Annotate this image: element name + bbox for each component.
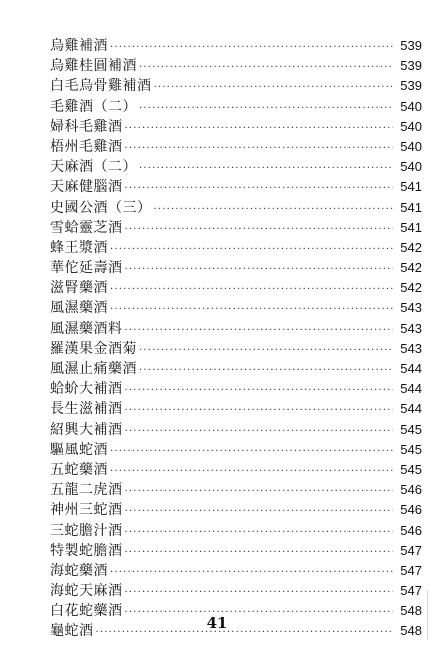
toc-entry-title: 烏雞補酒 [50, 38, 108, 54]
toc-entry[interactable] [50, 198, 422, 218]
toc-entry-title: 風濕止痛藥酒 [50, 361, 137, 377]
dot-leader [125, 502, 394, 522]
toc-entry-title: 雪蛤靈芝酒 [50, 219, 123, 236]
toc-entry-page: 540 [400, 98, 422, 114]
toc-entry-title: 史國公酒（三） [50, 199, 152, 216]
toc-entry-page: 540 [400, 118, 422, 134]
toc-entry-title: 蛤蚧大補酒 [50, 381, 123, 398]
dot-leader [139, 341, 393, 361]
toc-entry-title: 羅漢果金酒菊 [50, 340, 137, 357]
toc-entry[interactable] [50, 399, 422, 419]
toc-entry-page: 542 [400, 260, 422, 276]
toc-entry-title: 長生滋補酒 [50, 401, 123, 418]
toc-entry[interactable] [50, 379, 422, 399]
toc-entry[interactable] [50, 339, 422, 359]
toc-entry[interactable] [50, 137, 422, 157]
toc-entry[interactable] [50, 581, 422, 601]
toc-entry-title: 毛雞酒（二） [50, 98, 137, 115]
toc-entry[interactable] [50, 56, 422, 76]
toc-entry-title: 風濕藥酒 [50, 300, 108, 317]
toc-entry-page: 545 [400, 421, 422, 437]
dot-leader [125, 543, 394, 563]
toc-entry-page: 541 [400, 219, 422, 235]
toc-entry-title: 驅風蛇酒 [50, 441, 108, 458]
toc-entry-title: 滋腎藥酒 [50, 280, 108, 297]
dot-leader [139, 99, 393, 119]
toc-entry-page: 547 [400, 583, 422, 599]
toc-entry-page: 544 [400, 381, 422, 397]
toc-entry-title: 烏雞桂圓補酒 [50, 58, 137, 75]
toc-entry[interactable] [50, 319, 422, 339]
toc-entry-page: 540 [400, 138, 422, 154]
toc-entry-page: 543 [400, 340, 422, 356]
toc-entry-page: 546 [400, 482, 422, 498]
toc-entry-page: 542 [400, 239, 422, 255]
toc-entry[interactable] [50, 521, 422, 541]
toc-entry[interactable] [50, 460, 422, 480]
toc-entry[interactable] [50, 117, 422, 137]
toc-entry-page: 548 [400, 623, 422, 639]
toc-entry[interactable] [50, 359, 422, 379]
dot-leader [125, 321, 394, 341]
toc-entry-page: 541 [400, 199, 422, 215]
toc-entry-title: 白毛烏骨雞補酒 [50, 78, 152, 95]
toc-entry-title: 婦科毛雞酒 [50, 118, 123, 135]
table-of-contents [50, 36, 422, 642]
toc-entry-title: 五蛇藥酒 [50, 461, 108, 478]
toc-entry-page: 540 [400, 159, 422, 175]
page-number: 41 [206, 614, 228, 632]
dot-leader [110, 240, 393, 260]
dot-leader [125, 523, 394, 543]
toc-entry-title: 五龍二虎酒 [50, 482, 123, 499]
toc-entry[interactable] [50, 440, 422, 460]
toc-entry[interactable] [50, 218, 422, 238]
toc-entry-page: 547 [400, 542, 422, 558]
toc-entry-page: 546 [400, 502, 422, 518]
dot-leader [110, 563, 393, 583]
toc-entry-page: 544 [400, 361, 422, 376]
dot-leader [125, 401, 394, 421]
dot-leader [125, 260, 394, 280]
toc-entry-title: 華佗延壽酒 [50, 260, 123, 277]
toc-entry[interactable] [50, 238, 422, 258]
toc-entry-page: 542 [400, 280, 422, 296]
toc-entry-page: 539 [400, 38, 422, 53]
toc-entry[interactable] [50, 36, 422, 56]
dot-leader [125, 422, 394, 442]
toc-entry-title: 神州三蛇酒 [50, 502, 123, 519]
dot-leader [110, 280, 393, 300]
dot-leader [125, 381, 394, 401]
dot-leader [125, 179, 394, 199]
dot-leader [139, 159, 393, 179]
toc-entry-title: 梧州毛雞酒 [50, 138, 123, 155]
dot-leader [154, 78, 394, 98]
toc-entry-title: 風濕藥酒料 [50, 320, 123, 337]
dot-leader [125, 583, 394, 603]
toc-entry-title: 蜂王漿酒 [50, 239, 108, 256]
toc-entry[interactable] [50, 177, 422, 197]
toc-entry[interactable] [50, 278, 422, 298]
toc-entry-title: 海蛇天麻酒 [50, 583, 123, 600]
toc-entry[interactable] [50, 500, 422, 520]
toc-entry[interactable] [50, 480, 422, 500]
dot-leader [139, 361, 393, 381]
toc-entry-title: 龜蛇酒 [50, 623, 94, 640]
toc-entry-page: 543 [400, 320, 422, 336]
dot-leader [125, 119, 394, 139]
toc-entry-page: 541 [400, 179, 422, 195]
toc-entry-title: 海蛇藥酒 [50, 562, 108, 579]
toc-entry-title: 三蛇膽汁酒 [50, 522, 123, 539]
toc-entry-title: 白花蛇藥酒 [50, 603, 123, 620]
toc-entry-page: 543 [400, 300, 422, 316]
dot-leader [125, 220, 394, 240]
toc-entry-title: 紹興大補酒 [50, 421, 123, 438]
toc-entry-title: 天麻健腦酒 [50, 179, 123, 196]
toc-entry[interactable] [50, 76, 422, 96]
toc-entry[interactable] [50, 258, 422, 278]
toc-entry-page: 548 [400, 603, 422, 619]
dot-leader [139, 58, 393, 78]
toc-entry-page: 545 [400, 441, 422, 457]
toc-entry[interactable] [50, 541, 422, 561]
toc-entry-title: 特製蛇膽酒 [50, 542, 123, 559]
toc-entry-page: 544 [400, 401, 422, 417]
toc-entry[interactable] [50, 298, 422, 318]
dot-leader [110, 300, 393, 320]
toc-entry-page: 547 [400, 562, 422, 578]
dot-leader [154, 200, 394, 220]
toc-entry-page: 539 [400, 78, 422, 94]
toc-entry[interactable] [50, 157, 422, 177]
toc-entry[interactable] [50, 420, 422, 440]
toc-entry-title: 天麻酒（二） [50, 159, 137, 176]
dot-leader [110, 442, 393, 462]
toc-entry[interactable] [50, 561, 422, 581]
dot-leader [125, 482, 394, 502]
toc-entry[interactable] [50, 97, 422, 117]
toc-entry-page: 539 [400, 58, 422, 74]
dot-leader [110, 462, 393, 482]
dot-leader [110, 38, 393, 58]
dot-leader [125, 139, 394, 159]
toc-entry-page: 546 [400, 522, 422, 538]
toc-entry-page: 545 [400, 461, 422, 477]
